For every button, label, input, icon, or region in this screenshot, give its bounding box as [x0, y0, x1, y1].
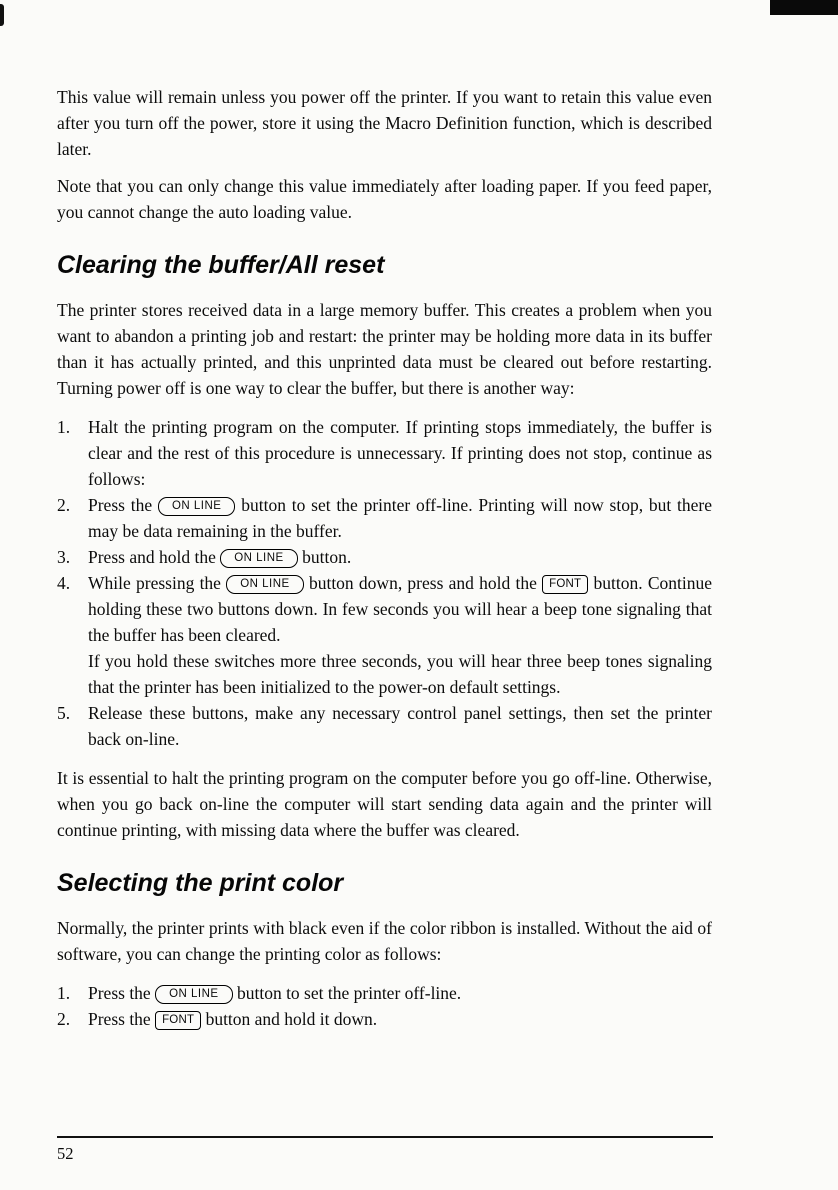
selecting-procedure-list [57, 980, 712, 1032]
list-item [57, 980, 712, 1006]
on-line-key: ON LINE [158, 497, 236, 516]
step-text-segment: Press the [88, 1009, 156, 1029]
page-number: 52 [57, 1144, 74, 1163]
step-text-segment: button. [297, 547, 352, 567]
on-line-key: ON LINE [220, 549, 298, 568]
step-text [88, 1006, 712, 1032]
on-line-key: ON LINE [226, 575, 304, 594]
step-text [88, 544, 712, 570]
step-text-segment: Release these buttons, make any necessary control panel settings, then set the printer back on-line. [88, 703, 712, 749]
step-text-segment: Press and hold the [88, 547, 221, 567]
intro-paragraph-2: Note that you can only change this value immediately after loading paper. If you feed paper, you cannot change the auto loading value. [57, 176, 712, 222]
step-text-segment: button to set the printer off-line. [232, 983, 462, 1003]
step-number: 5. [57, 703, 71, 723]
step-text-segment: Press the [88, 495, 158, 515]
list-item [57, 414, 712, 492]
step-text-segment: button and hold it down. [201, 1009, 378, 1029]
list-item [57, 492, 712, 544]
scan-artifact-top-left [0, 4, 4, 26]
step-text-segment: Halt the printing program on the computer. If printing stops immediately, the buffer is clear and the rest of this procedure is unnecessary. If printing does not stop, continue as follows: [88, 417, 712, 489]
step-text-segment: button. Continue holding these two buttons down. In few seconds you will hear a beep tone signaling that the buffer has been cleared. [88, 573, 712, 645]
section-heading-clearing-buffer: Clearing the buffer/All reset [57, 251, 385, 279]
step-text [88, 980, 712, 1006]
clearing-paragraph-2: It is essential to halt the printing program on the computer before you go off-line. Otherwise, when you go back on-line the computer will start sending data again and the printer will continue printing, with missing data where the buffer was cleared. [57, 768, 712, 840]
step-number: 4. [57, 573, 71, 593]
selecting-paragraph-1: Normally, the printer prints with black even if the color ribbon is installed. Without the aid of software, you can change the printing color as follows: [57, 918, 712, 964]
step-text-segment: Press the [88, 983, 156, 1003]
step-text [88, 492, 712, 544]
clearing-procedure-list [57, 414, 712, 752]
on-line-key: ON LINE [155, 985, 233, 1004]
font-key: FONT [542, 575, 588, 594]
list-item [57, 544, 712, 570]
font-key: FONT [155, 1011, 201, 1030]
list-item [57, 700, 712, 752]
list-item [57, 570, 712, 700]
step-number: 1. [57, 983, 71, 1003]
step-text [88, 700, 712, 752]
step-text-segment: button down, press and hold the [303, 573, 543, 593]
scan-artifact-top-right [770, 0, 838, 15]
step-text [88, 570, 712, 700]
step-text-segment: button to set the printer off-line. Printing will now stop, but there may be data remaining in the buffer. [88, 495, 713, 541]
list-item [57, 1006, 712, 1032]
step-text [88, 414, 712, 492]
section-heading-print-color: Selecting the print color [57, 869, 344, 897]
step-number: 1. [57, 417, 71, 437]
page-content [57, 84, 712, 1045]
step-text-continuation: If you hold these switches more three seconds, you will hear three beep tones signaling that the printer has been initialized to the power-on default settings. [88, 651, 712, 697]
clearing-paragraph-1: The printer stores received data in a large memory buffer. This creates a problem when you want to abandon a printing job and restart: the printer may be holding more data in its buffer than it has actually printed, and this unprinted data must be cleared out before restarting. Turning power off is one way to clear the buffer, but there is another way: [57, 300, 712, 398]
page-footer [57, 1136, 713, 1167]
step-number: 3. [57, 547, 71, 567]
step-text-main [88, 570, 712, 648]
step-number: 2. [57, 495, 71, 515]
step-text-segment: While pressing the [88, 573, 227, 593]
intro-paragraph-1: This value will remain unless you power off the printer. If you want to retain this value even after you turn off the power, store it using the Macro Definition function, which is described later. [57, 87, 712, 159]
step-number: 2. [57, 1009, 71, 1029]
